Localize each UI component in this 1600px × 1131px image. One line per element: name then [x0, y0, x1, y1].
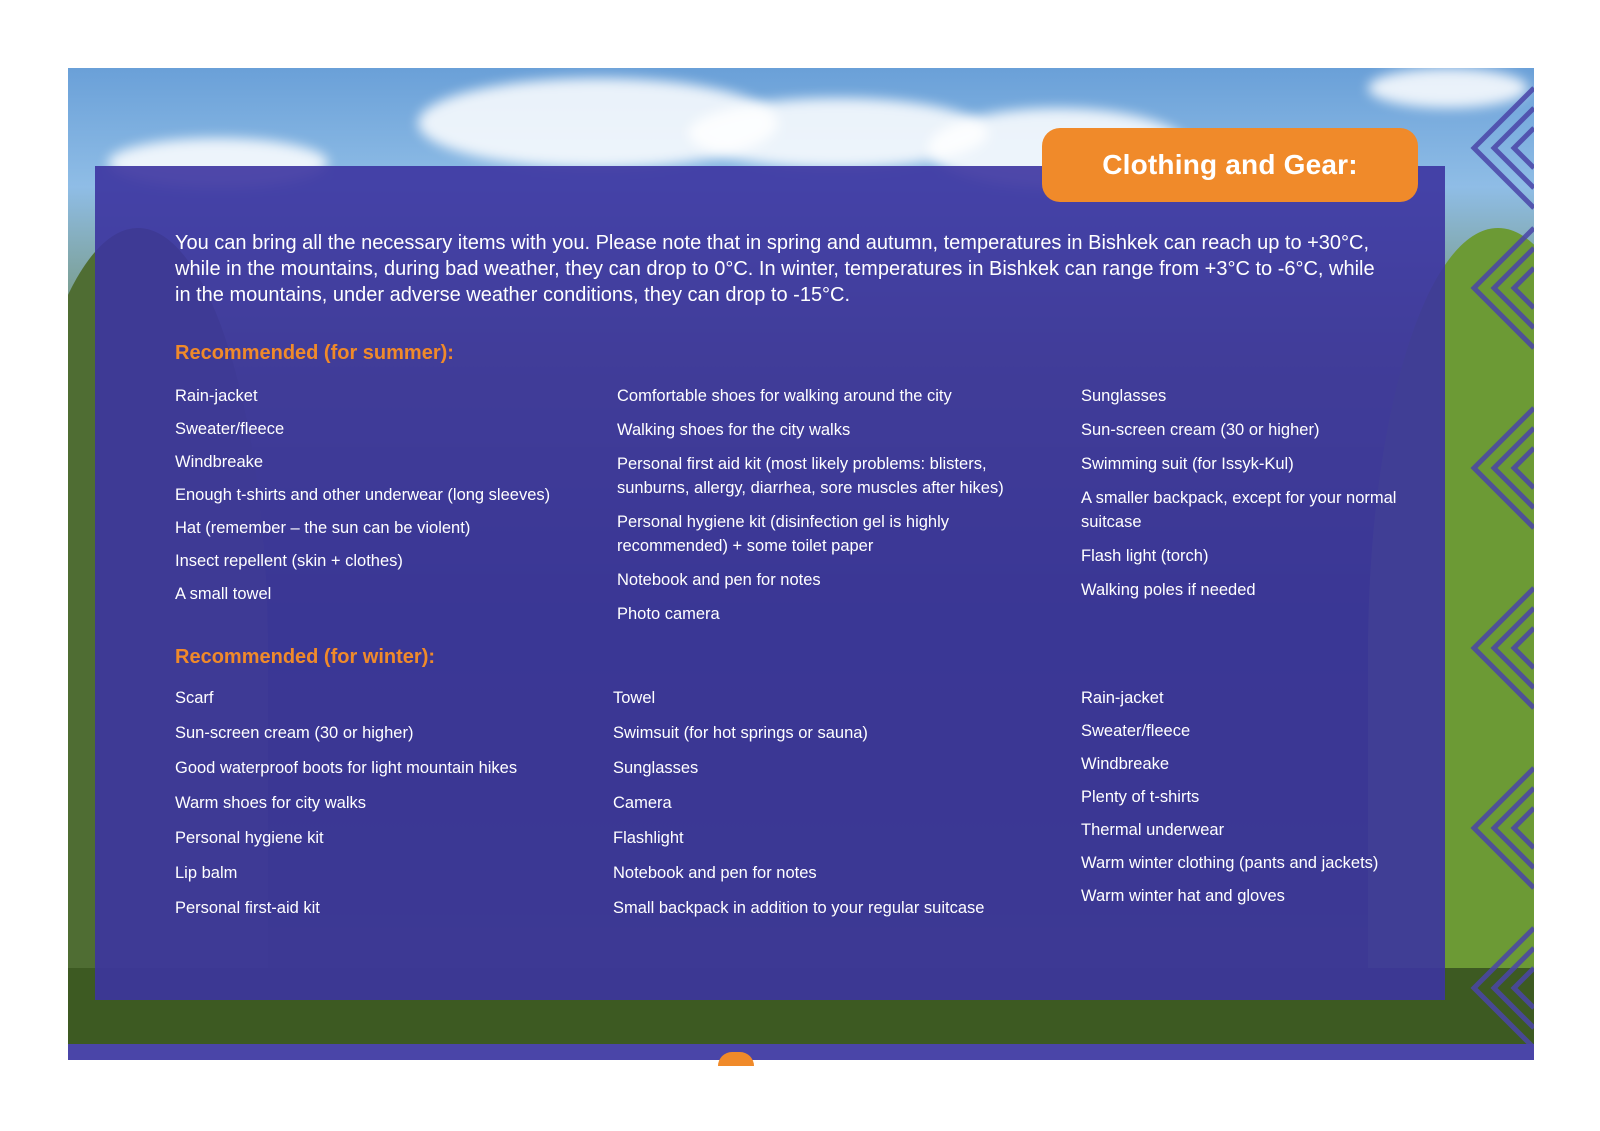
list-item: Thermal underwear — [1081, 821, 1225, 839]
list-item: Sweater/fleece — [175, 420, 285, 438]
list-item: Rain-jacket — [1081, 689, 1164, 707]
list-item: Camera — [613, 794, 672, 812]
list-item: Flashlight — [613, 829, 684, 847]
page-title: Clothing and Gear: — [1042, 128, 1418, 202]
ornament-border-icon — [1454, 68, 1534, 1060]
list-item: Good waterproof boots for light mountain hikes — [175, 759, 518, 777]
list-item: Sweater/fleece — [1081, 722, 1191, 740]
list-item: Sun-screen cream (30 or higher) — [1081, 421, 1320, 439]
list-item: Sun-screen cream (30 or higher) — [175, 724, 414, 742]
summer-heading: Recommended (for summer): — [175, 342, 454, 364]
list-item: Flash light (torch) — [1081, 547, 1209, 565]
list-item: Lip balm — [175, 864, 238, 882]
intro-paragraph: You can bring all the necessary items with you. Please note that in spring and autumn, temperatures in Bishkek can reach up to +30°C, while in the mountains, during bad weather, they can drop to 0°C. In winter, temperatures in Bishkek can range from +3°C to -6°C, while in the mountains, under adverse weather conditions, they can drop to -15°C. — [175, 232, 1375, 306]
list-item: Plenty of t-shirts — [1081, 788, 1200, 806]
list-item: Sunglasses — [1081, 387, 1167, 405]
list-item: Sunglasses — [613, 759, 699, 777]
summer-list-col3 — [1081, 384, 1431, 612]
list-item: A small towel — [175, 585, 272, 603]
list-item: Scarf — [175, 689, 214, 707]
list-item: Hat (remember – the sun can be violent) — [175, 519, 471, 537]
winter-heading: Recommended (for winter): — [175, 646, 436, 668]
list-item: Warm winter clothing (pants and jackets) — [1081, 854, 1379, 872]
list-item: Windbreake — [175, 453, 264, 471]
list-item: Notebook and pen for notes — [617, 571, 821, 589]
list-item: Warm shoes for city walks — [175, 794, 367, 812]
list-item: Personal hygiene kit — [175, 829, 324, 847]
list-item: Insect repellent (skin + clothes) — [175, 552, 403, 570]
summer-list-col1 — [175, 384, 595, 615]
list-item: Photo camera — [617, 605, 720, 623]
list-item: Warm winter hat and gloves — [1081, 887, 1285, 905]
list-item: Comfortable shoes for walking around the city — [617, 387, 952, 405]
list-item: Towel — [613, 689, 656, 707]
list-item: Windbreake — [1081, 755, 1170, 773]
list-item: Swimsuit (for hot springs or sauna) — [613, 724, 868, 742]
list-item: Small backpack in addition to your regular suitcase — [613, 899, 985, 917]
footer-dot-icon — [718, 1052, 754, 1066]
footer-bar — [68, 1044, 1534, 1060]
winter-list-col1 — [175, 686, 595, 931]
list-item: Swimming suit (for Issyk-Kul) — [1081, 455, 1294, 473]
list-item: Walking poles if needed — [1081, 581, 1256, 599]
list-item: Personal first aid kit (most likely problems: blisters, sunburns, allergy, diarrhea, sore muscles after hikes) — [617, 455, 1004, 497]
winter-list-col2 — [613, 686, 1053, 931]
list-item: Walking shoes for the city walks — [617, 421, 851, 439]
winter-list-col3 — [1081, 686, 1441, 917]
list-item: Notebook and pen for notes — [613, 864, 817, 882]
list-item: Rain-jacket — [175, 387, 258, 405]
list-item: Personal first-aid kit — [175, 899, 320, 917]
list-item: Enough t-shirts and other underwear (long sleeves) — [175, 486, 551, 504]
list-item: A smaller backpack, except for your normal suitcase — [1081, 489, 1397, 531]
summer-list-col2 — [617, 384, 1047, 636]
list-item: Personal hygiene kit (disinfection gel is highly recommended) + some toilet paper — [617, 513, 950, 555]
